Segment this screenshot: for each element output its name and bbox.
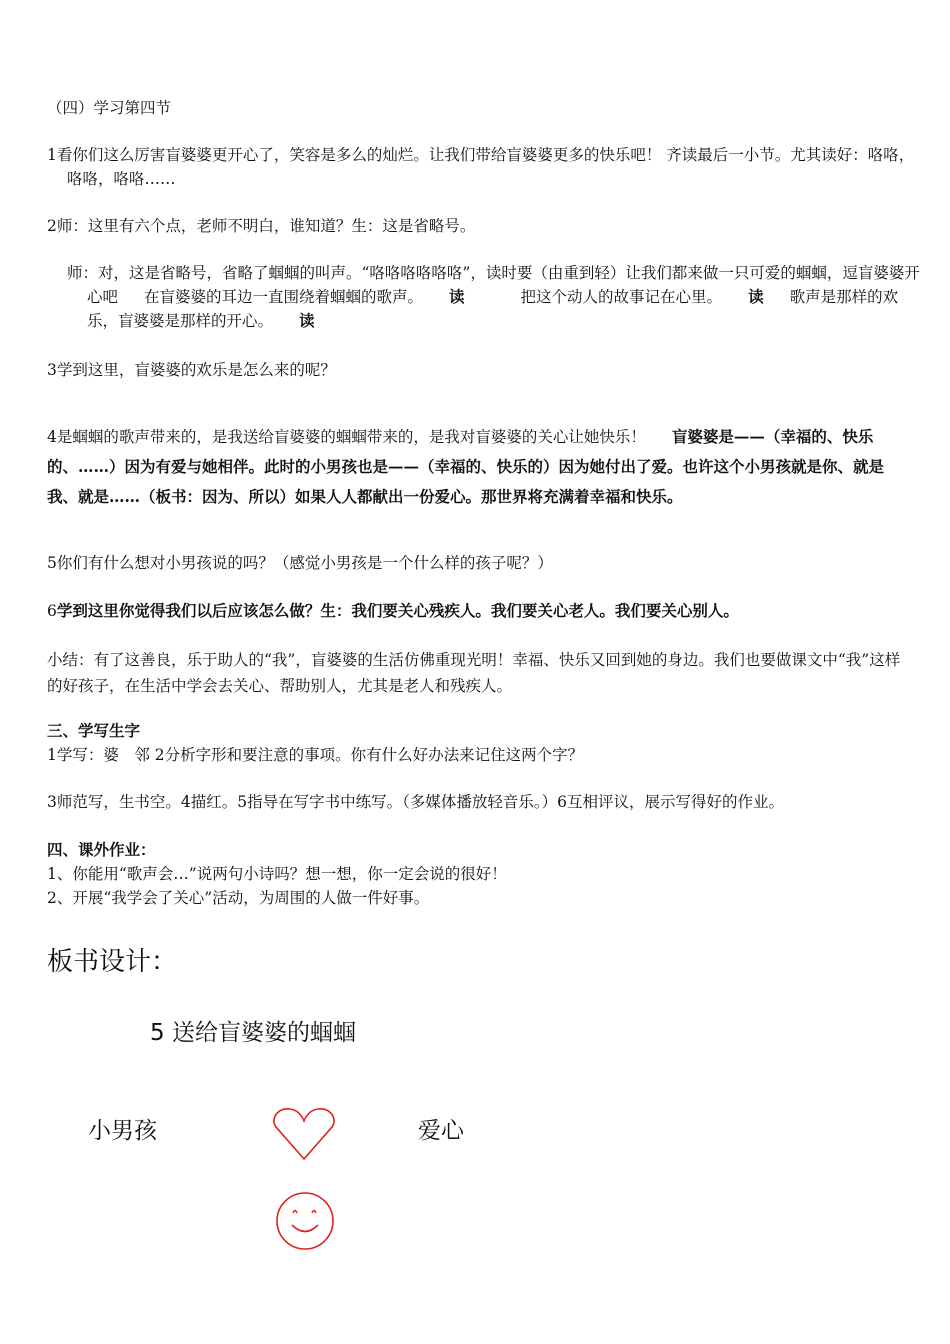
p3-text-d: 把这个动人的故事记在心里。 [520, 288, 723, 306]
homework-item-2: 2、开展“我学会了关心”活动，为周围的人做一件好事。 [47, 889, 430, 907]
section-heading-3: 三、学写生字 [47, 721, 141, 740]
homework-item-1: 1、你能用“歌声会…”说两句小诗吗？想一想，你一定会说的很好！ [47, 865, 507, 883]
board-left-label: 小男孩 [88, 1118, 157, 1144]
paragraph-4: 3学到这里，盲婆婆的欢乐是怎么来的呢？ [47, 361, 336, 379]
paragraph-5 [47, 422, 907, 512]
summary-paragraph: 小结：有了这善良，乐于助人的“我”，盲婆婆的生活仿佛重现光明！幸福、快乐又回到她的身边。我们也要做课文中“我”这样的好孩子，在生活中学会去关心、帮助别人，尤其是老人和残疾人。 [47, 651, 901, 695]
paragraph-1: 1看你们这么厉害盲婆婆更开心了，笑容是多么的灿烂。让我们带给盲婆婆更多的快乐吧！ 齐读最后一小节。尤其读好：咯咯，咯咯，咯咯…… [47, 146, 915, 188]
p3-text-a: 师：对，这是省略号，省略了蝈蝈的叫声。“咯咯咯咯咯咯”，读时要（由重到轻）让我们都来做一只可爱的蝈蝈，逗盲婆婆开心吧 [67, 264, 920, 306]
paragraph-2: 2师：这里有六个点，老师不明白，谁知道？生：这是省略号。 [47, 217, 476, 235]
p3-text-f: 歌声是那样的欢乐，盲婆婆是那样的开心。 [87, 288, 899, 330]
p3-read-1: 读 [449, 287, 465, 306]
board-right-label: 爱心 [418, 1118, 464, 1144]
paragraph-7 [47, 599, 907, 623]
board-title: 5 送给盲婆婆的蝈蝈 [150, 1020, 356, 1046]
p3-read-3: 读 [299, 311, 315, 330]
p5-text-b: 盲婆婆是——（幸福的、快乐的、……）因为有爱与她相伴。此时的小男孩也是——（幸福的、快乐的）因为她付出了爱。也许这个小男孩就是你、就是我、就是……（板书：因为、所以）如果人人都献出一份爱心。那世界将充满着幸福和快乐。 [47, 427, 885, 506]
section-heading-4-homework: 四、课外作业： [47, 840, 156, 859]
board-design-heading: 板书设计： [47, 947, 178, 977]
section-3-line-1: 1学写：婆 邻 2分析字形和要注意的事项。你有什么好办法来记住这两个字？ [47, 746, 584, 764]
p7-text: 学到这里你觉得我们以后应该怎么做？生：我们要关心残疾人。我们要关心老人。我们要关心别人。 [56, 601, 739, 620]
paragraph-3 [67, 261, 927, 333]
p7-num: 6 [47, 602, 57, 620]
p3-read-2: 读 [748, 287, 764, 306]
heart-icon [272, 1105, 336, 1163]
paragraph-6: 5你们有什么想对小男孩说的吗？（感觉小男孩是一个什么样的孩子呢？） [47, 554, 553, 572]
section-heading-4: （四）学习第四节 [47, 99, 172, 117]
p3-text-b: 在盲婆婆的耳边一直围绕着蝈蝈的歌声。 [144, 288, 424, 306]
p5-text-a: 4是蝈蝈的歌声带来的，是我送给盲婆婆的蝈蝈带来的，是我对盲婆婆的关心让她快乐！ [47, 428, 646, 446]
section-3-line-2: 3师范写，生书空。4描红。5指导在写字书中练写。（多媒体播放轻音乐。）6互相评议，展示写得好的作业。 [47, 793, 784, 811]
smiley-face-icon [274, 1190, 336, 1252]
